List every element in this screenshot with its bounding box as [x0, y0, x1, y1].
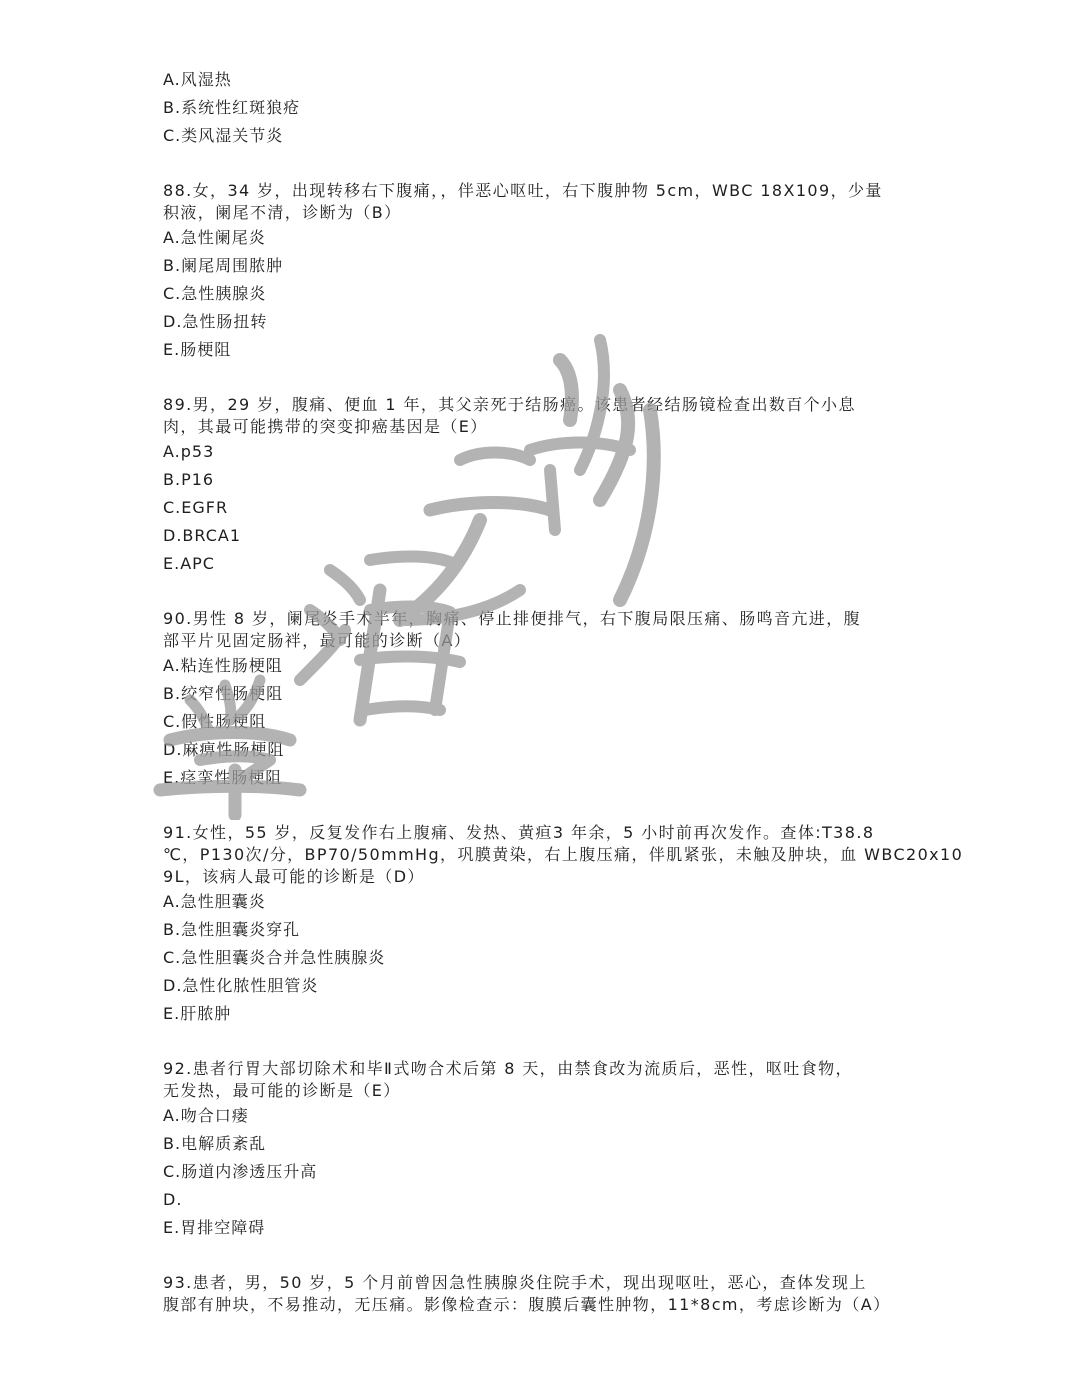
question-stem-line: 9L，该病人最可能的诊断是（D）: [163, 867, 425, 886]
option: E.胃排空障碍: [163, 1218, 266, 1237]
option: B.绞窄性肠梗阻: [163, 684, 284, 703]
option: D.麻痹性肠梗阻: [163, 740, 285, 759]
question-stem-line: 积液，阑尾不清，诊断为（B）: [163, 203, 402, 222]
question-stem-line: 89.男，29 岁，腹痛、便血 1 年，其父亲死于结肠癌。该患者经结肠镜检查出数百个小息: [163, 395, 856, 414]
option: A.p53: [163, 442, 215, 461]
question-stem-line: 腹部有肿块，不易推动，无压痛。影像检查示：腹膜后囊性肿物，11*8cm，考虑诊断为（A）: [163, 1295, 891, 1314]
question-block: [163, 822, 964, 1028]
question-stem-line: 肉，其最可能携带的突变抑癌基因是（E）: [163, 417, 488, 436]
question-stem: [163, 1272, 919, 1316]
question-stem-line: 88.女，34 岁，出现转移右下腹痛，，伴恶心呕吐，右下腹肿物 5cm，WBC 18X109，少量: [163, 181, 883, 200]
option: D.急性化脓性胆管炎: [163, 976, 319, 995]
question-stem-line: 92.患者行胃大部切除术和毕Ⅱ式吻合术后第 8 天，由禁食改为流质后，恶性，呕吐食物，: [163, 1059, 853, 1078]
question-block: [163, 394, 919, 578]
question-stem-line: 93.患者，男，50 岁，5 个月前曾因急性胰腺炎住院手术，现出现呕吐，恶心，查体发现上: [163, 1273, 867, 1292]
option: D.: [163, 1190, 183, 1209]
option: B.电解质紊乱: [163, 1134, 267, 1153]
option: C.EGFR: [163, 498, 229, 517]
question-block: [163, 608, 919, 792]
option: A.急性阑尾炎: [163, 228, 266, 247]
option: C.急性胆囊炎合并急性胰腺炎: [163, 948, 386, 967]
option: C.类风湿关节炎: [163, 126, 284, 145]
intro-options: [163, 66, 919, 150]
option: B.急性胆囊炎穿孔: [163, 920, 301, 939]
question-stem-line: 91.女性，55 岁，反复发作右上腹痛、发热、黄疸3 年余，5 小时前再次发作。查体:T38.8: [163, 823, 875, 842]
option: C.急性胰腺炎: [163, 284, 267, 303]
question-stem: [163, 608, 919, 652]
option: B.P16: [163, 470, 215, 489]
question-list: [163, 66, 964, 1316]
option: A.粘连性肠梗阻: [163, 656, 283, 675]
question-stem-line: 部平片见固定肠袢，最可能的诊断（A）: [163, 631, 472, 650]
option: B.阑尾周围脓肿: [163, 256, 284, 275]
question-stem-line: 90.男性 8 岁，阑尾炎手术半年，胸痛、停止排便排气，右下腹局限压痛、肠鸣音亢进，腹: [163, 609, 861, 628]
question-stem-line: ℃，P130次/分，BP70/50mmHg，巩膜黄染，右上腹压痛，伴肌紧张，未触及肿块，血 WBC20x10: [163, 845, 964, 864]
option: C.肠道内渗透压升高: [163, 1162, 318, 1181]
option: A.风湿热: [163, 70, 232, 89]
question-block: [163, 180, 919, 364]
option: A.吻合口瘘: [163, 1106, 249, 1125]
option: D.BRCA1: [163, 526, 241, 545]
question-stem: [163, 1058, 919, 1102]
option: E.APC: [163, 554, 215, 573]
question-block: [163, 1272, 919, 1316]
question-stem: [163, 822, 964, 888]
option: E.肝脓肿: [163, 1004, 232, 1023]
question-stem-line: 无发热，最可能的诊断是（E）: [163, 1081, 401, 1100]
question-block: [163, 1058, 919, 1242]
option: A.急性胆囊炎: [163, 892, 266, 911]
question-stem: [163, 394, 919, 438]
questions: [163, 180, 964, 1316]
option: E.痉挛性肠梗阻: [163, 768, 283, 787]
option: B.系统性红斑狼疮: [163, 98, 301, 117]
question-stem: [163, 180, 919, 224]
option: E.肠梗阻: [163, 340, 232, 359]
option: C.假性肠梗阻: [163, 712, 267, 731]
option: D.急性肠扭转: [163, 312, 268, 331]
